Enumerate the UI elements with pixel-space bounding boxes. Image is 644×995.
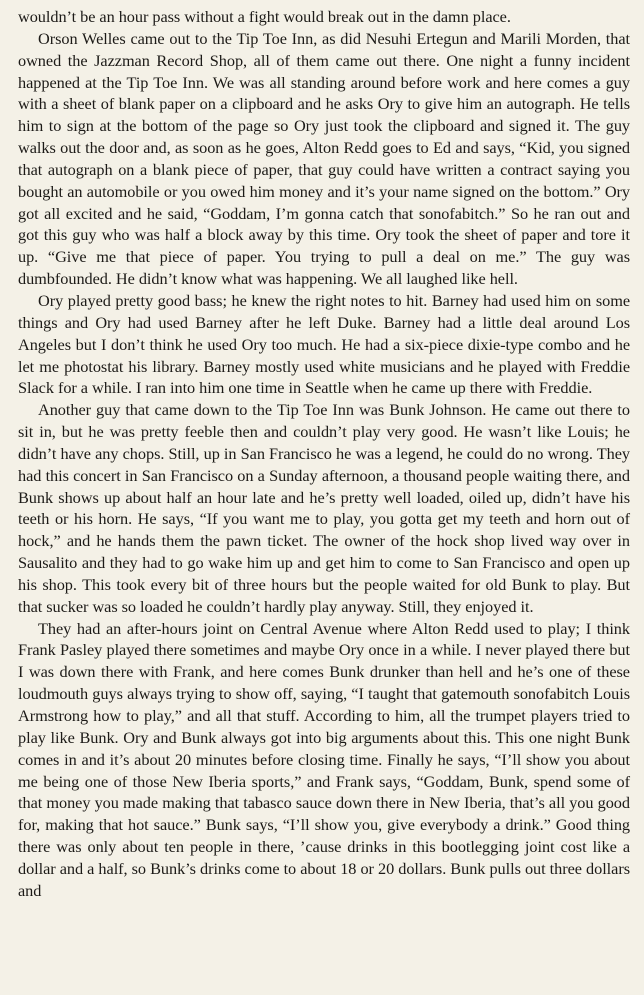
paragraph-tip-toe-inn-autograph: Orson Welles came out to the Tip Toe Inn, as did Nesuhi Ertegun and Marili Morden, that owned the Jazzman Record Shop, all of them came out there. One night a funny incident happened at the Tip Toe Inn. We was all standing around before work and here comes a guy with a sheet of blank paper on a clipboard and he asks Ory to give him an autograph. He tells him to sign at the bottom of the page so Ory just took the clipboard and signed it. The guy walks out the door and, as soon as he goes, Alton Redd goes to Ed and says, “Kid, you signed that autograph on a blank piece of paper, that guy could have written a contract saying you bought an automobile or you owed him money and it’s your name signed on the bottom.” Ory got all excited and he said, “Goddam, I’m gonna catch that sonofabitch.” So he ran out and got this guy who was half a block away by this time. Ory took the sheet of paper and tore it up. “Give me that piece of paper. You trying to pull a deal on me.” The guy was dumbfounded. He didn’t know what was happening. We all laughed like hell. bbox=[18, 28, 630, 289]
paragraph-after-hours-joint: They had an after-hours joint on Central Avenue where Alton Redd used to play; I think Frank Pasley played there sometimes and maybe Ory once in a while. I never played there but I was down there with Frank, and here comes Bunk drunker than hell and he’s one of these loudmouth guys always trying to show off, saying, “I taught that gatemouth sonofabitch Louis Armstrong how to play,” and all that stuff. According to him, all the trumpet players tried to play like Bunk. Ory and Bunk always got into big arguments about this. This one night Bunk comes in and it’s about 20 minutes before closing time. Finally he says, “I’ll show you about me being one of those New Iberia sports,” and Frank says, “Goddam, Bunk, spend some of that money you made making that tabasco sauce down there in New Iberia, that’s all you good for, making that hot sauce.” Bunk says, “I’ll show you, give everybody a drink.” Good thing there was only about ten people in there, ’cause drinks in this bootlegging joint cost like a dollar and a half, so Bunk’s drinks come to about 18 or 20 dollars. Bunk pulls out three dollars and bbox=[18, 618, 630, 900]
paragraph-bunk-johnson: Another guy that came down to the Tip Toe Inn was Bunk Johnson. He came out there to sit in, but he was pretty feeble then and couldn’t play very good. He wasn’t like Louis; he didn’t have any chops. Still, up in San Francisco he was a legend, he could do no wrong. They had this concert in San Francisco on a Sunday afternoon, a thousand people waiting there, and Bunk shows up about half an hour late and he’s pretty well loaded, oiled up, didn’t have his teeth or his horn. He says, “If you want me to play, you gotta get my teeth and horn out of hock,” and he hands them the pawn ticket. The owner of the hock shop lived way over in Sausalito and they had to go wake him up and get him to come to San Francisco and open up his shop. This took every bit of three hours but the people waited for old Bunk to play. But that sucker was so loaded he couldn’t hardly play anyway. Still, they enjoyed it. bbox=[18, 400, 630, 616]
paragraph-continued: wouldn’t be an hour pass without a fight would break out in the damn place. bbox=[18, 7, 511, 26]
paragraph-ory-bass: Ory played pretty good bass; he knew the right notes to hit. Barney had used him on some things and Ory had used Barney after he left Duke. Barney had a little deal around Los Angeles but I don’t think he used Ory too much. He had a six-piece dixie-type combo and he let me photostat his library. Barney mostly used white musicians and he played with Freddie Slack for a while. I ran into him one time in Seattle when he came up there with Freddie. bbox=[18, 290, 630, 398]
